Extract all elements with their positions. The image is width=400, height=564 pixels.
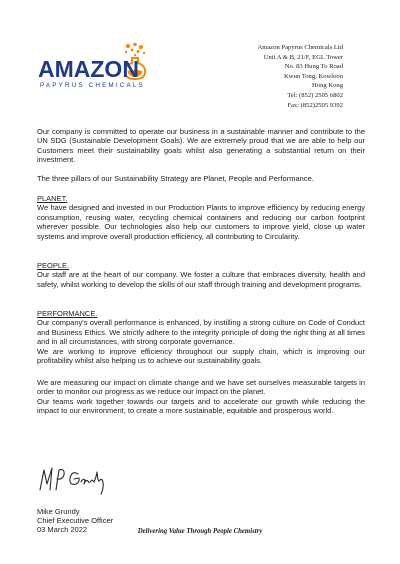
company-address — [257, 43, 343, 110]
letter-pillars — [37, 174, 365, 183]
performance-heading: PERFORMANCE. — [37, 309, 98, 318]
people-paragraph: Our staff are at the heart of our company. We foster a culture that embraces diversity, health and safety, whilst working to develop the skills of our staff through training and development programs. — [37, 270, 365, 289]
people-heading: PEOPLE. — [37, 261, 70, 270]
company-tagline: Delivering Value Through People Chemistry — [137, 528, 263, 535]
performance-section — [37, 309, 365, 365]
handwritten-signature — [34, 460, 114, 498]
company-logo — [38, 42, 166, 92]
performance-paragraph-2: We are working to improve efficiency throughout our supply chain, which is improving our profitability whilst also helping us to achieve our sustainability goals. — [37, 346, 365, 366]
logo-wordmark: AMAZON — [38, 56, 139, 82]
logo-subtitle: PAPYRUS CHEMICALS — [40, 82, 145, 89]
letter-intro — [37, 127, 365, 165]
pillars-paragraph: The three pillars of our Sustainability Strategy are Planet, People and Performance. — [37, 174, 314, 183]
closing-paragraph-1: We are measuring our impact on climate change and we have set ourselves measurable targets in order to monitor our progress as we reduce our impact on the planet. — [37, 378, 365, 397]
address-line: Fax: (852)2505 9392 — [287, 101, 343, 109]
planet-paragraph: We have designed and invested in our Production Plants to improve efficiency by reducing energy consumption, reusing water, recycling chemical containers and reducing our carbon footprint wherever possible. Our technologies also help our customers to improve yield, close up water systems and improve overall production efficiency, all contributing to Circularity. — [37, 203, 365, 241]
address-line: No. 83 Hung To Road — [284, 63, 343, 71]
signer-name: Mike Grundy — [37, 507, 80, 516]
address-line: Hong Kong — [312, 82, 343, 90]
planet-heading: PLANET. — [37, 194, 68, 203]
address-line: Unit A & B, 21/F, EGL Tower — [263, 53, 343, 61]
address-line: Amazon Papyrus Chemicals Ltd — [257, 44, 343, 51]
address-line: Tel: (852) 2505 6802 — [287, 91, 343, 99]
intro-paragraph: Our company is committed to operate our business in a sustainable manner and contribute to the UN SDG (Sustainable Development Goals). We are extremely proud that we are able to help our Customers meet their sustainability goals whilst also generating a substantial return on their investment. — [37, 127, 365, 165]
performance-paragraph-1: Our company's overall performance is enhanced, by instilling a strong culture on Code of Conduct and Business Ethics. We strictly adhere to the integrity principle of doing the right thing at all times and in all circumstances, with strong corporate governance. — [37, 318, 365, 347]
closing-paragraph-2: Our teams work together towards our targets and to accelerate our growth while reducing the impact to our environment, to create a more sustainable, equitable and prosperous world. — [37, 396, 365, 416]
planet-section — [37, 194, 365, 241]
address-line: Kwun Tong, Kowloon — [284, 72, 343, 80]
signer-title: Chief Executive Officer — [37, 515, 114, 525]
closing-section — [37, 378, 365, 416]
people-section — [37, 261, 365, 289]
letter-date: 03 March 2022 — [37, 524, 88, 534]
